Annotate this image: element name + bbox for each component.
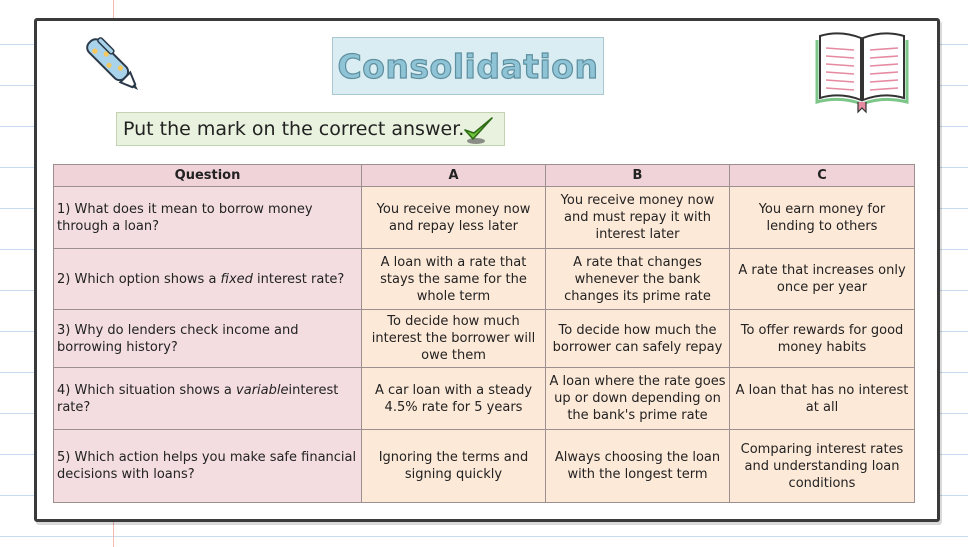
open-book-icon	[814, 28, 910, 114]
header-option-b: B	[546, 165, 730, 187]
header-option-c: C	[730, 165, 915, 187]
option-b-cell[interactable]: Always choosing the loan with the longest term	[546, 430, 730, 503]
page-title: Consolidation	[332, 37, 604, 95]
instruction-text: Put the mark on the correct answer.	[123, 118, 465, 140]
pen-icon	[78, 30, 150, 102]
table-row	[54, 310, 915, 368]
option-b-cell[interactable]: You receive money now and must repay it with interest later	[546, 187, 730, 249]
header-question: Question	[54, 165, 362, 187]
table-row	[54, 430, 915, 503]
question-cell: 1) What does it mean to borrow money through a loan?	[54, 187, 362, 249]
option-a-cell[interactable]: A loan with a rate that stays the same for the whole term	[362, 249, 546, 310]
table-row	[54, 368, 915, 430]
green-check-icon	[461, 115, 495, 145]
option-a-cell[interactable]: A car loan with a steady 4.5% rate for 5 years	[362, 368, 546, 430]
option-c-cell[interactable]: Comparing interest rates and understanding loan conditions	[730, 430, 915, 503]
header-option-a: A	[362, 165, 546, 187]
table-row	[54, 187, 915, 249]
option-b-cell[interactable]: To decide how much the borrower can safely repay	[546, 310, 730, 368]
option-c-cell[interactable]: You earn money for lending to others	[730, 187, 915, 249]
option-b-cell[interactable]: A loan where the rate goes up or down depending on the bank's prime rate	[546, 368, 730, 430]
question-cell: 4) Which situation shows a variableinterest rate?	[54, 368, 362, 430]
question-cell: 3) Why do lenders check income and borrowing history?	[54, 310, 362, 368]
instruction-banner	[116, 112, 505, 146]
question-cell: 2) Which option shows a fixed interest rate?	[54, 249, 362, 310]
quiz-table	[53, 164, 915, 503]
option-c-cell[interactable]: To offer rewards for good money habits	[730, 310, 915, 368]
option-a-cell[interactable]: Ignoring the terms and signing quickly	[362, 430, 546, 503]
option-b-cell[interactable]: A rate that changes whenever the bank changes its prime rate	[546, 249, 730, 310]
option-a-cell[interactable]: To decide how much interest the borrower will owe them	[362, 310, 546, 368]
option-c-cell[interactable]: A rate that increases only once per year	[730, 249, 915, 310]
table-header-row	[54, 165, 915, 187]
option-c-cell[interactable]: A loan that has no interest at all	[730, 368, 915, 430]
option-a-cell[interactable]: You receive money now and repay less later	[362, 187, 546, 249]
question-cell: 5) Which action helps you make safe financial decisions with loans?	[54, 430, 362, 503]
table-row	[54, 249, 915, 310]
